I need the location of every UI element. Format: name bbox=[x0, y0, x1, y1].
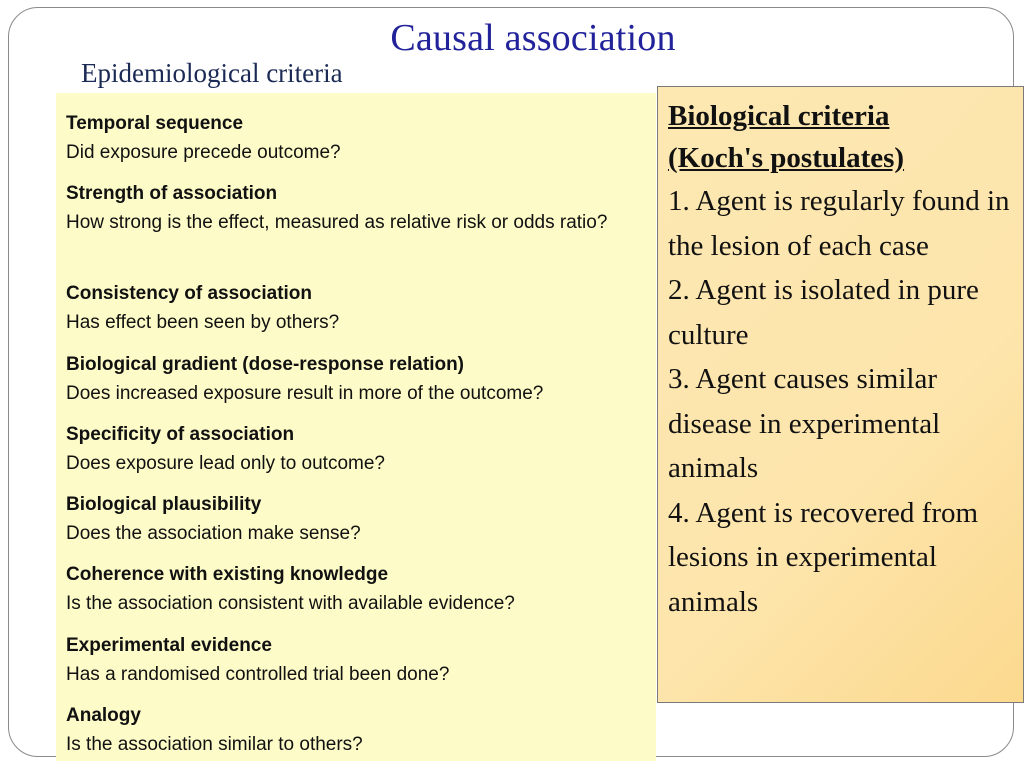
criterion-title: Biological plausibility bbox=[66, 494, 262, 516]
criterion-description: Is the association similar to others? bbox=[66, 734, 363, 756]
criterion-item bbox=[66, 109, 646, 179]
criterion-title: Analogy bbox=[66, 705, 141, 727]
criterion-description: Has effect been seen by others? bbox=[66, 312, 340, 334]
criterion-description: Does the association make sense? bbox=[66, 523, 361, 545]
criterion-title: Coherence with existing knowledge bbox=[66, 564, 389, 586]
postulate-item: 4. Agent is recovered from lesions in experimental animals bbox=[668, 496, 979, 618]
criterion-item bbox=[66, 631, 646, 701]
criterion-item bbox=[66, 560, 646, 630]
slide-title: Causal association bbox=[390, 17, 676, 59]
criterion-title: Temporal sequence bbox=[66, 113, 244, 134]
postulate-item: 1. Agent is regularly found in the lesion of each case bbox=[668, 185, 1010, 262]
biological-criteria-panel bbox=[657, 86, 1024, 703]
biological-criteria-content bbox=[668, 95, 1013, 624]
epidemiological-criteria-panel bbox=[56, 93, 656, 761]
slide-subtitle: Epidemiological criteria bbox=[81, 58, 343, 88]
biological-criteria-heading: Biological criteria bbox=[668, 100, 890, 132]
kochs-postulates-heading: (Koch's postulates) bbox=[668, 142, 905, 174]
criterion-title: Consistency of association bbox=[66, 283, 313, 305]
criterion-item bbox=[66, 420, 646, 490]
criterion-item bbox=[66, 350, 646, 420]
criterion-description: Is the association consistent with available evidence? bbox=[66, 593, 515, 615]
criterion-title: Experimental evidence bbox=[66, 634, 272, 656]
criterion-item bbox=[66, 279, 646, 349]
criterion-description: Does exposure lead only to outcome? bbox=[66, 452, 385, 474]
criterion-item bbox=[66, 179, 646, 279]
postulate-item: 2. Agent is isolated in pure culture bbox=[668, 274, 979, 351]
criteria-list bbox=[66, 109, 646, 771]
criterion-description: Did exposure precede outcome? bbox=[66, 142, 341, 163]
criterion-title: Biological gradient (dose-response relation) bbox=[66, 353, 465, 375]
criterion-title: Specificity of association bbox=[66, 423, 295, 445]
criterion-item bbox=[66, 490, 646, 560]
kochs-postulates-list bbox=[668, 179, 1013, 624]
criterion-description: Does increased exposure result in more of the outcome? bbox=[66, 382, 544, 404]
postulate-item: 3. Agent causes similar disease in experimental animals bbox=[668, 363, 941, 484]
criterion-item bbox=[66, 701, 646, 771]
criterion-description: Has a randomised controlled trial been done? bbox=[66, 663, 450, 685]
criterion-title: Strength of association bbox=[66, 183, 278, 205]
criterion-description: How strong is the effect, measured as relative risk or odds ratio? bbox=[66, 212, 608, 234]
